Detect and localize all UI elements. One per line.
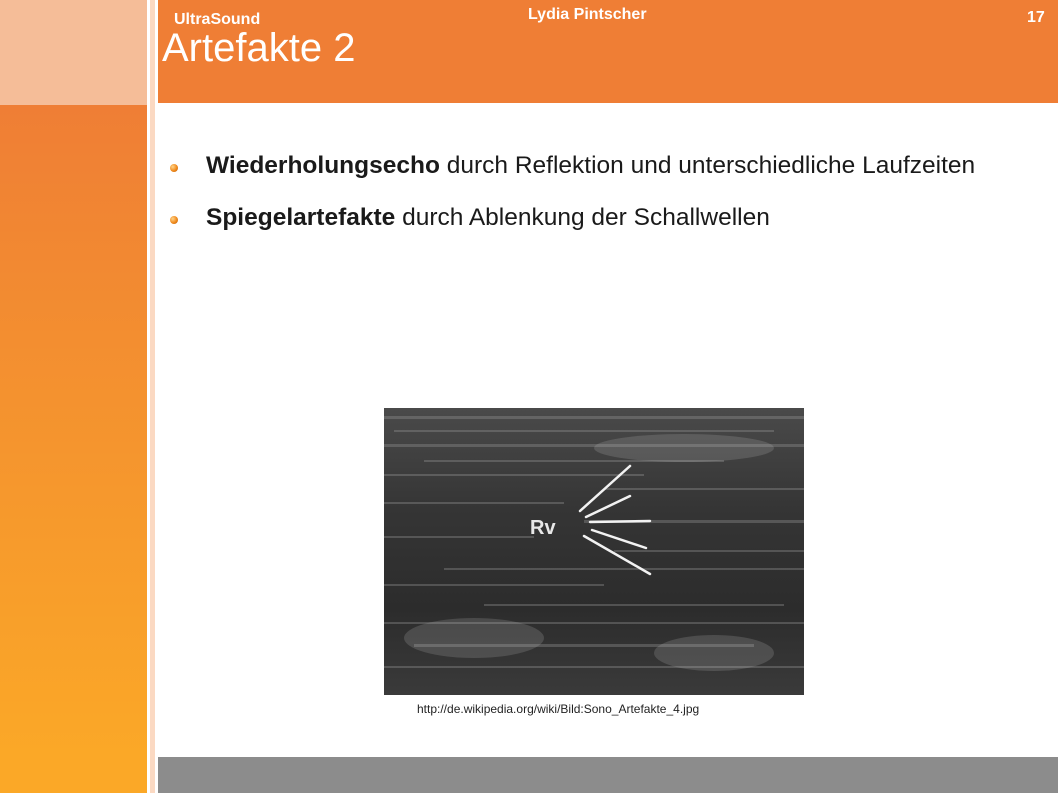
page-number: 17 (1027, 9, 1045, 26)
divider-line (155, 0, 158, 793)
divider-line (147, 0, 150, 793)
footer-left-block (0, 757, 147, 793)
bullet-icon (170, 164, 178, 172)
footer-author: Lydia Pintscher (528, 6, 647, 23)
bullet-text: durch Reflektion und unterschiedliche Laufzeiten (439, 152, 976, 179)
bullet-bold: Spiegelartefakte (206, 204, 396, 231)
bullet-icon (170, 216, 178, 224)
footer (0, 757, 1058, 793)
slide-title: Artefakte 2 (162, 26, 356, 70)
left-top-panel (0, 0, 147, 105)
header-divider (158, 103, 1058, 105)
bullet-item (170, 200, 1058, 236)
footer-course: UltraSound (174, 11, 261, 28)
bullet-bold: Wiederholungsecho (206, 152, 440, 179)
bullet-item (170, 148, 1058, 184)
left-gradient-bar (0, 105, 147, 757)
ultrasound-image (384, 408, 804, 695)
bullet-list (170, 148, 1058, 252)
image-caption: http://de.wikipedia.org/wiki/Bild:Sono_Artefakte_4.jpg (417, 702, 700, 716)
footer-bar (158, 757, 1058, 793)
bullet-text: durch Ablenkung der Schallwellen (395, 204, 770, 231)
image-label: Rv (530, 517, 556, 539)
